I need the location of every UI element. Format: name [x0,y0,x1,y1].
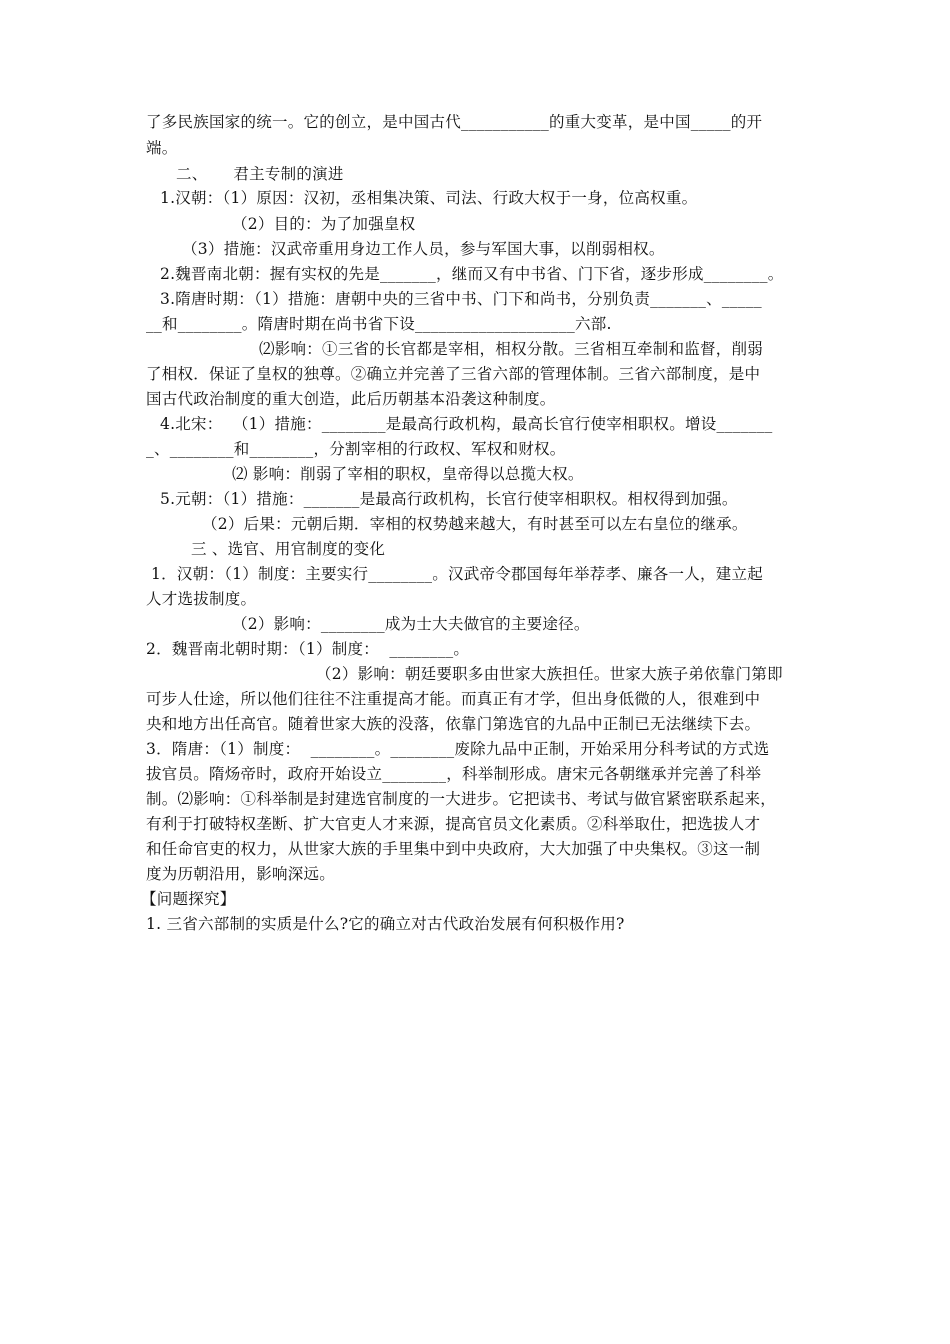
text-line: 5.元朝：（1）措施：_______是最高行政机构，长官行使宰相职权。相权得到加强。 [160,490,738,508]
text-line: 3．隋唐：（1）制度： ________。________废除九品中正制，开始采用分科考试的方式选 [146,740,770,758]
text-line: 国古代政治制度的重大创造，此后历朝基本沿袭这种制度。 [146,390,556,408]
text-line: ⑵影响：①三省的长官都是宰相，相权分散。三省相互牵制和监督，削弱 [259,340,764,358]
text-line: 端。 [146,139,178,157]
text-line: ⑵ 影响：削弱了宰相的职权，皇帝得以总揽大权。 [232,465,584,483]
text-line: （2）影响：朝廷要职多由世家大族担任。世家大族子弟依靠门第即 [316,665,783,683]
text-line: _、________和________，分割宰相的行政权、军权和财权。 [146,440,566,458]
text-line: （2）目的：为了加强皇权 [232,215,416,233]
text-line: 2．魏晋南北朝时期：（1）制度： ________。 [146,640,470,658]
text-line: 和任命官吏的权力，从世家大族的手里集中到中央政府，大大加强了中央集权。③这一制 [146,840,761,858]
text-line: 有利于打破特权垄断、扩大官吏人才来源，提高官员文化素质。②科举取仕，把选拔人才 [146,815,761,833]
text-line: （2）后果：元朝后期．宰相的权势越来越大，有时甚至可以左右皇位的继承。 [202,515,748,533]
text-line: （3）措施：汉武帝重用身边工作人员，参与军国大事，以削弱相权。 [182,240,665,258]
text-line: 人才选拔制度。 [146,590,257,608]
text-line: 拔官员。隋炀帝时，政府开始设立________，科举制形成。唐宋元各朝继承并完善了科举 [146,765,762,783]
text-line: 制。⑵影响：①科举制是封建选官制度的一大进步。它把读书、考试与做官紧密联系起来， [146,790,777,808]
text-line: 可步人仕途，所以他们往往不注重提高才能。而真正有才学，但出身低微的人，很难到中 [146,690,761,708]
text-line: 1.汉朝：（1）原因：汉初，丞相集决策、司法、行政大权于一身，位高权重。 [160,189,698,207]
section-heading: 三 、选官、用官制度的变化 [191,540,386,558]
text-line: 2.魏晋南北朝：握有实权的先是_______，继而又有中书省、门下省，逐步形成________。 [160,265,784,283]
text-line: 了多民族国家的统一。它的创立，是中国古代___________的重大变革，是中国_____的开 [146,113,763,131]
text-line: 1．汉朝：（1）制度：主要实行________。汉武帝令郡国每年举荐孝、廉各一人，建立起 [151,565,763,583]
text-line: __和________。隋唐时期在尚书省下设____________________六部. [146,315,612,333]
text-line: 央和地方出任高官。随着世家大族的没落，依靠门第选官的九品中正制已无法继续下去。 [146,715,761,733]
text-line: 4.北宋： （1）措施：________是最高行政机构，最高长官行使宰相职权。增设_______ [160,415,773,433]
text-line: 3.隋唐时期：（1）措施：唐朝中央的三省中书、门下和尚书，分别负责_______、_____ [160,290,762,308]
text-line: 度为历朝沿用，影响深远。 [146,865,336,883]
text-line: 了相权．保证了皇权的独尊。②确立并完善了三省六部的管理体制。三省六部制度，是中 [146,365,761,383]
section-heading: 二、 君主专制的演进 [176,165,344,183]
question-line: 1. 三省六部制的实质是什么?它的确立对古代政治发展有何积极作用? [146,915,625,933]
text-line: （2）影响：________成为士大夫做官的主要途径。 [232,615,590,633]
section-heading: 【问题探究】 [141,890,236,908]
